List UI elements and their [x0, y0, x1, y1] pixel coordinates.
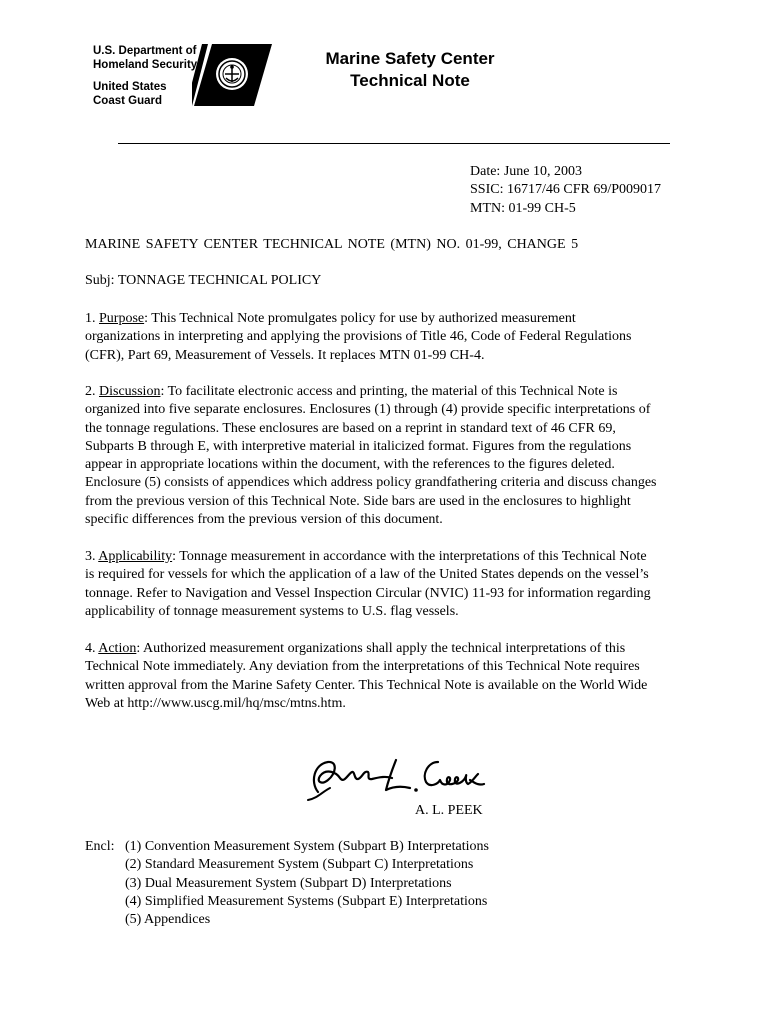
agency-line-2: Coast Guard	[93, 95, 163, 107]
paragraph-line: (CFR), Part 69, Measurement of Vessels. It replaces MTN 01-99 CH-4.	[85, 347, 485, 363]
paragraph-line: : To facilitate electronic access and printing, the material of this Technical Note is	[160, 384, 618, 399]
department-line-2: Homeland Security	[93, 59, 198, 71]
enclosure-item: (5) Appendices	[125, 912, 211, 928]
paragraph-line: : This Technical Note promulgates policy for use by authorized measurement	[144, 311, 576, 326]
title-line-1: Marine Safety Center	[325, 49, 495, 68]
enclosure-item: (2) Standard Measurement System (Subpart C) Interpretations	[125, 857, 474, 873]
paragraph-line: organizations in interpreting and applying the provisions of Title 46, Code of Federal Regulations	[85, 329, 632, 345]
coast-guard-logo-icon	[192, 44, 272, 106]
paragraph-number: 2.	[85, 384, 99, 399]
paragraph-discussion	[85, 383, 705, 529]
paragraph-title: Action	[98, 641, 137, 656]
paragraph-line: Enclosure (5) consists of appendices which address policy grandfathering criteria and discuss changes	[85, 475, 657, 491]
document-meta	[470, 163, 661, 218]
enclosure-label: Encl:	[85, 839, 115, 854]
paragraph-line: : Tonnage measurement in accordance with the interpretations of this Technical Note	[172, 549, 647, 564]
paragraph-number: 4.	[85, 641, 99, 656]
paragraph-line: : Authorized measurement organizations shall apply the technical interpretations of this	[136, 641, 626, 656]
paragraph-purpose	[85, 310, 705, 365]
document-title	[300, 48, 520, 92]
paragraph-title: Applicability	[98, 549, 173, 564]
paragraph-line: Subparts B through E, with interpretive material in italicized format. Figures from the regulations	[85, 438, 632, 454]
paragraph-number: 3.	[85, 549, 99, 564]
subject-line: Subj: TONNAGE TECHNICAL POLICY	[85, 273, 322, 288]
paragraph-line: appear in appropriate locations within the document, with the references to the figures deleted.	[85, 457, 615, 473]
paragraph-line: Technical Note immediately. Any deviation from the interpretations of this Technical Note requires	[85, 659, 640, 675]
department-block	[93, 44, 197, 108]
enclosure-item: (3) Dual Measurement System (Subpart D) Interpretations	[125, 875, 452, 891]
meta-date: Date: June 10, 2003	[470, 164, 582, 179]
paragraph-line: Web at http://www.uscg.mil/hq/msc/mtns.htm.	[85, 695, 346, 711]
paragraph-title: Discussion	[99, 384, 161, 399]
paragraph-number: 1.	[85, 311, 99, 326]
agency-line-1: United States	[93, 81, 167, 93]
paragraph-line: the tonnage regulations. These enclosures are based on a reprint in standard text of 46 CFR 69,	[85, 420, 616, 436]
enclosure-item: (1) Convention Measurement System (Subpart B) Interpretations	[125, 839, 489, 854]
paragraph-line: organized into five separate enclosures. Enclosures (1) through (4) provide specific interpretations of	[85, 402, 651, 418]
paragraph-line: is required for vessels for which the application of a law of the United States depends on the vessel’s	[85, 567, 649, 583]
meta-ssic: SSIC: 16717/46 CFR 69/P009017	[470, 182, 661, 198]
signer-name: A. L. PEEK	[415, 803, 483, 818]
handwritten-signature	[300, 752, 490, 802]
paragraph-line: tonnage. Refer to Navigation and Vessel Inspection Circular (NVIC) 11-93 for information regarding	[85, 585, 651, 601]
department-line-1: U.S. Department of	[93, 45, 197, 57]
technical-note-heading: MARINE SAFETY CENTER TECHNICAL NOTE (MTN) NO. 01-99, CHANGE 5	[85, 237, 579, 252]
enclosure-list	[85, 838, 489, 929]
paragraph-applicability	[85, 548, 705, 621]
paragraph-action	[85, 640, 705, 713]
title-line-2: Technical Note	[350, 71, 470, 90]
paragraph-line: written approval from the Marine Safety Center. This Technical Note is available on the World Wide	[85, 677, 648, 693]
meta-mtn: MTN: 01-99 CH-5	[470, 200, 576, 216]
paragraph-line: applicability of tonnage measurement systems to U.S. flag vessels.	[85, 603, 459, 619]
paragraph-line: from the previous version of this Technical Note. Side bars are used in the enclosures to highlight	[85, 493, 631, 509]
paragraph-line: specific differences from the previous version of this document.	[85, 512, 443, 528]
header-divider	[118, 143, 670, 144]
enclosure-item: (4) Simplified Measurement Systems (Subpart E) Interpretations	[125, 893, 488, 909]
paragraph-title: Purpose	[99, 311, 145, 326]
